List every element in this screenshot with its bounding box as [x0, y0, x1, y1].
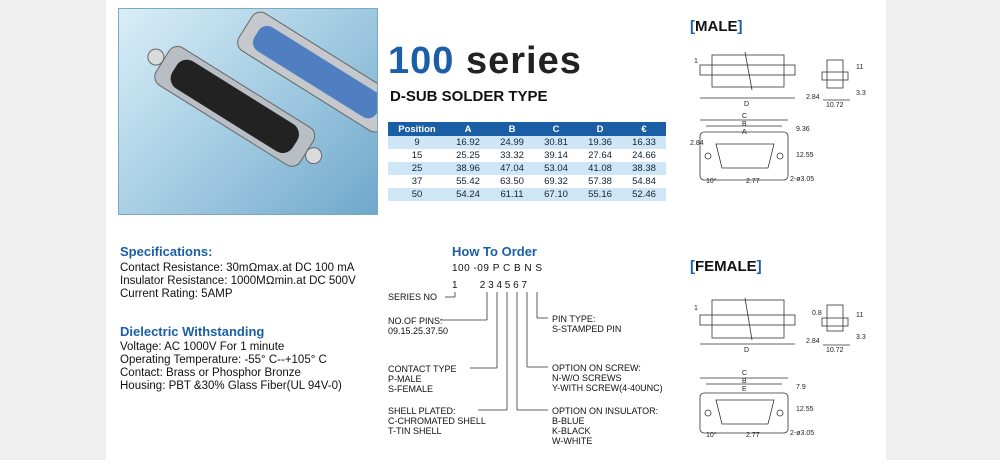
female-dim-hole: 2-ø3.05 [790, 430, 815, 437]
order-insulator-white: W-WHITE [552, 436, 593, 446]
table-cell: 16.92 [446, 136, 490, 149]
dielectric-voltage: Voltage: AC 1000V For 1 minute [120, 341, 285, 353]
table-cell: 25.25 [446, 149, 490, 162]
table-cell: 38.96 [446, 162, 490, 175]
male-label: [MALE] [690, 18, 743, 35]
male-dim-1: 1 [694, 58, 698, 65]
female-label: [FEMALE] [690, 258, 762, 275]
male-dim-1072: 10.72 [826, 102, 844, 109]
male-dim-11: 11 [856, 64, 864, 71]
male-dim-b: B [742, 121, 747, 128]
table-cell: 52.46 [622, 188, 666, 201]
spec-insulator-resistance: Insulator Resistance: 1000MΩmin.at DC 500V [120, 275, 356, 287]
order-screw-with: Y-WITH SCREW(4-40UNC) [552, 383, 663, 393]
dielectric-temperature: Operating Temperature: -55° C--+105° C [120, 354, 327, 366]
spec-contact-resistance: Contact Resistance: 30mΩmax.at DC 100 mA [120, 262, 355, 274]
table-cell: 63.50 [490, 175, 534, 188]
female-dim-1: 1 [694, 305, 698, 312]
male-dim-284: 2.84 [806, 94, 820, 101]
table-cell: 27.64 [578, 149, 622, 162]
female-dim-10deg: 10° [706, 432, 717, 439]
order-pin-type-stamped: S-STAMPED PIN [552, 324, 622, 334]
col-header-b: B [490, 122, 534, 136]
col-header-a: A [446, 122, 490, 136]
table-cell: 69.32 [534, 175, 578, 188]
table-cell: 33.32 [490, 149, 534, 162]
male-dim-a: A [742, 129, 747, 136]
table-cell: 47.04 [490, 162, 534, 175]
male-dim-1255: 12.55 [796, 152, 814, 159]
table-cell: 39.14 [534, 149, 578, 162]
order-screw-title: OPTION ON SCREW: [552, 363, 641, 373]
cell-position: 50 [388, 188, 446, 201]
col-header-c: C [534, 122, 578, 136]
table-cell: 54.24 [446, 188, 490, 201]
female-dim-79: 7.9 [796, 384, 806, 391]
cell-position: 9 [388, 136, 446, 149]
order-pins-values: 09.15.25.37.50 [388, 326, 449, 336]
order-shell-tin: T-TIN SHELL [388, 426, 442, 436]
female-dim-11: 11 [856, 312, 864, 319]
female-dim-c: C [742, 370, 748, 377]
order-pins-title: NO.OF PINS: [388, 316, 443, 326]
table-cell: 24.99 [490, 136, 534, 149]
male-dim-10deg: 10° [706, 178, 717, 185]
order-insulator-blue: B-BLUE [552, 416, 585, 426]
order-contact-male: P-MALE [388, 374, 422, 384]
female-dim-33: 3.3 [856, 334, 866, 341]
male-dim-d: D [744, 101, 750, 108]
col-header-e: € [622, 122, 666, 136]
specifications-heading: Specifications: [120, 244, 213, 259]
female-dim-277: 2.77 [746, 432, 760, 439]
female-dim-e: E [742, 386, 747, 393]
table-cell: 30.81 [534, 136, 578, 149]
male-dim-hole: 2-ø3.05 [790, 176, 815, 183]
series-word: series [454, 40, 582, 82]
table-cell: 24.66 [622, 149, 666, 162]
order-contact-female: S-FEMALE [388, 384, 434, 394]
order-contact-title: CONTACT TYPE [388, 364, 457, 374]
spec-current-rating: Current Rating: 5AMP [120, 288, 233, 300]
cell-position: 15 [388, 149, 446, 162]
order-insulator-black: K-BLACK [552, 426, 591, 436]
order-insulator-title: OPTION ON INSULATOR: [552, 406, 659, 416]
male-dim-33: 3.3 [856, 90, 866, 97]
table-cell: 19.36 [578, 136, 622, 149]
col-header-position: Position [388, 122, 446, 136]
order-pin-type-title: PIN TYPE: [552, 314, 596, 324]
table-cell: 41.08 [578, 162, 622, 175]
cell-position: 25 [388, 162, 446, 175]
dielectric-housing: Housing: PBT &30% Glass Fiber(UL 94V-0) [120, 380, 342, 392]
series-number: 100 [388, 40, 455, 82]
order-shell-chromated: C-CHROMATED SHELL [388, 416, 486, 426]
male-dim-936: 9.36 [796, 126, 810, 133]
male-dim-c: C [742, 113, 748, 120]
order-code-indices: 1 2 3 4 5 6 7 [452, 280, 528, 291]
col-header-d: D [578, 122, 622, 136]
female-dim-08: 0.8 [812, 310, 822, 317]
series-subtitle: D-SUB SOLDER TYPE [390, 88, 548, 105]
male-dim-277: 2.77 [746, 178, 760, 185]
female-dim-284: 2.84 [806, 338, 820, 345]
table-cell: 54.84 [622, 175, 666, 188]
table-cell: 53.04 [534, 162, 578, 175]
cell-position: 37 [388, 175, 446, 188]
male-dim-284b: 2.84 [690, 140, 704, 147]
female-dim-1072: 10.72 [826, 347, 844, 354]
order-screw-none: N-W/O SCREWS [552, 373, 622, 383]
order-shell-title: SHELL PLATED: [388, 406, 456, 416]
table-cell: 16.33 [622, 136, 666, 149]
dielectric-heading: Dielectric Withstanding [120, 324, 265, 339]
dielectric-contact: Contact: Brass or Phosphor Bronze [120, 367, 301, 379]
order-code: 100 -09 P C B N S [452, 263, 543, 274]
table-cell: 67.10 [534, 188, 578, 201]
table-cell: 61.11 [490, 188, 534, 201]
female-dim-1255: 12.55 [796, 406, 814, 413]
order-series-no: SERIES NO [388, 292, 438, 302]
female-dim-b: B [742, 378, 747, 385]
table-cell: 55.16 [578, 188, 622, 201]
female-dim-d: D [744, 347, 750, 354]
table-cell: 57.38 [578, 175, 622, 188]
table-cell: 38.38 [622, 162, 666, 175]
how-to-order-heading: How To Order [452, 244, 537, 259]
table-cell: 55.42 [446, 175, 490, 188]
